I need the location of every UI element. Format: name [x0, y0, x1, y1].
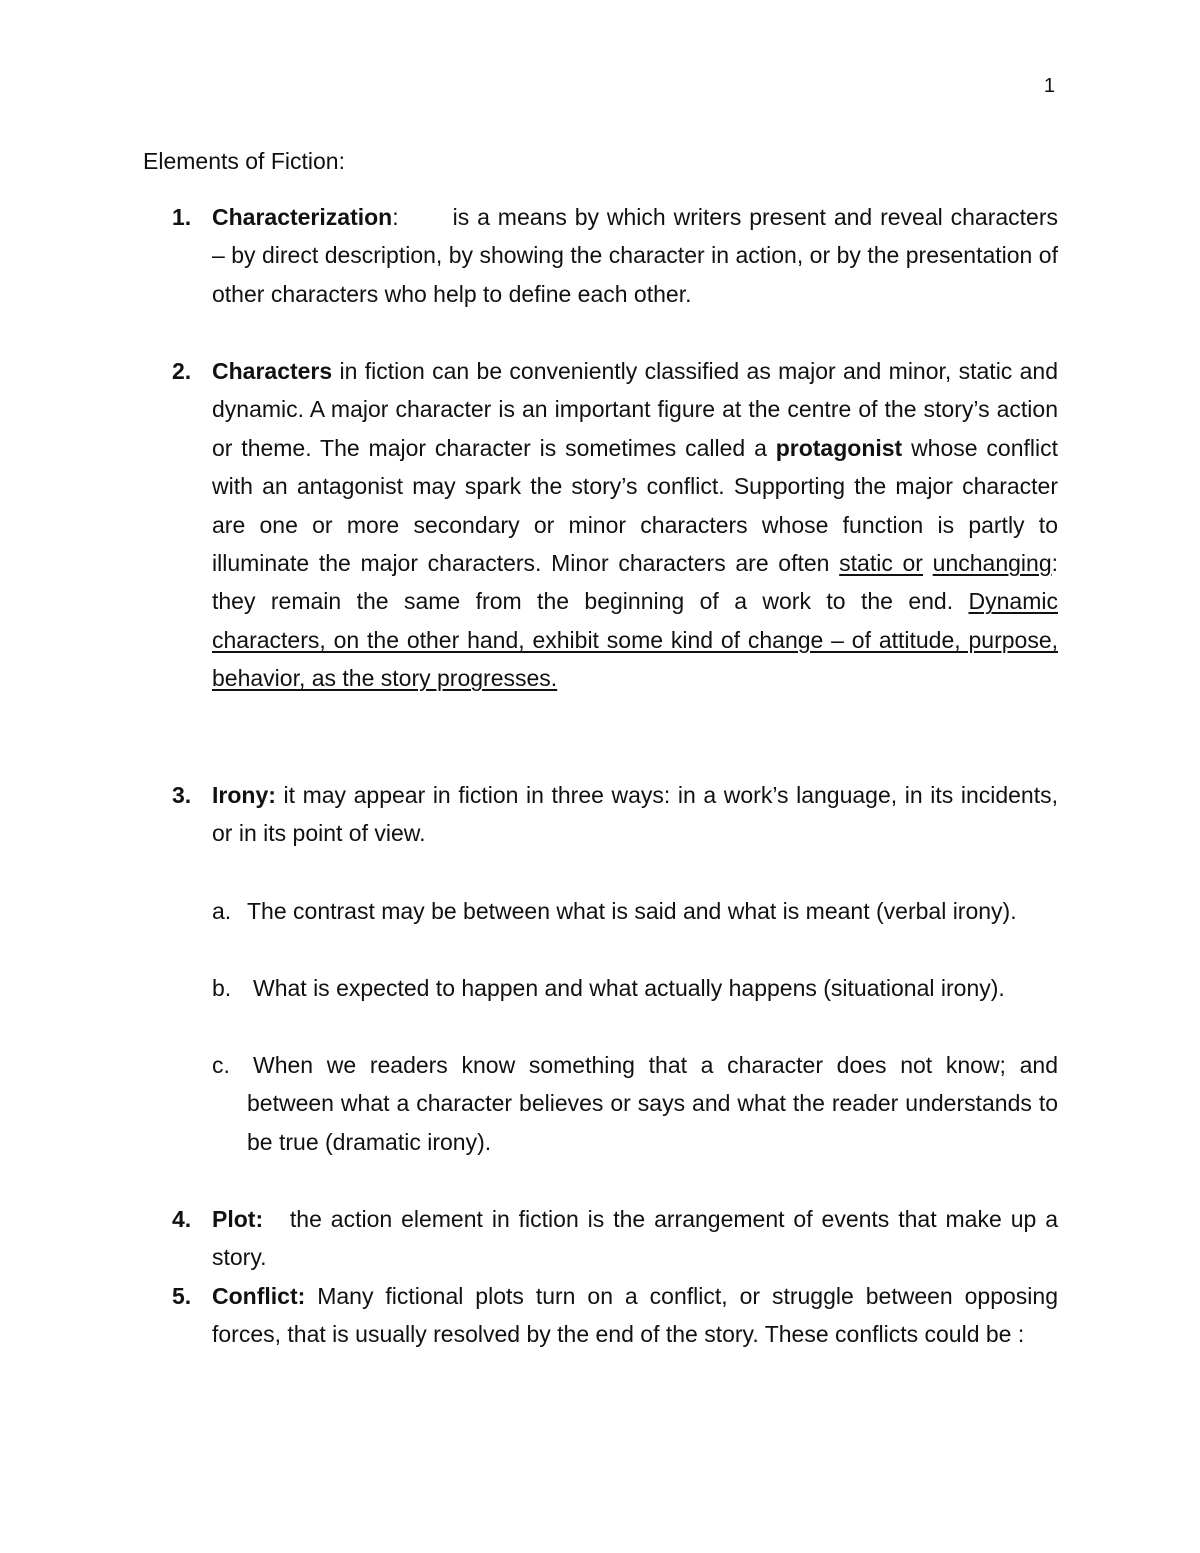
list-item-characterization [172, 198, 1058, 313]
sub-item-dramatic-irony [212, 1046, 1058, 1161]
item-number: 1. [172, 204, 192, 230]
list-item-conflict [172, 1277, 1058, 1354]
item-number: 5. [172, 1283, 192, 1309]
term-separator: : [392, 204, 399, 230]
document-title: Elements of Fiction: [143, 148, 345, 174]
underlined-static: static or [839, 550, 923, 577]
sub-item-text: When we readers know something that a character does not know; and between what a character believes or says and what the reader understands to be true (dramatic irony). [247, 1052, 1058, 1155]
underlined-unchanging: unchanging [932, 550, 1052, 577]
underlined-dynamic-characters: Dynamic characters, on the other hand, exhibit some kind of change – of attitude, purpose, behavior, as the story progresses. [212, 588, 1058, 692]
plot-text: the action element in fiction is the arrangement of events that make up a story. [212, 1206, 1065, 1271]
sub-item-letter: a. [212, 898, 232, 924]
page-number: 1 [1043, 75, 1055, 97]
conflict-text: Many fictional plots turn on a conflict, or struggle between opposing forces, that is usually resolved by the end of the story. These conflicts could be : [212, 1283, 1058, 1348]
item-number: 2. [172, 358, 192, 384]
term-characters: Characters [212, 358, 333, 384]
term-plot: Plot: [212, 1206, 264, 1232]
list-item-irony [172, 776, 1058, 853]
space [923, 550, 933, 576]
characters-text-3: : they remain the same from the beginning of a work to the end. [212, 550, 1059, 615]
term-protagonist: protagonist [775, 434, 903, 461]
sub-item-text: What is expected to happen and what actually happens (situational irony). [253, 975, 1005, 1001]
item-number: 3. [172, 782, 192, 808]
sub-item-letter: c. [212, 1052, 230, 1078]
term-conflict: Conflict: [212, 1283, 306, 1309]
list-item-characters [172, 352, 1059, 698]
characterization-definition: is a means by which writers present and reveal characters – by direct description, by showing the character in action, or by the presentation of other characters who help to define each other. [212, 204, 1058, 307]
sub-item-text: The contrast may be between what is said and what is meant (verbal irony). [247, 898, 1017, 924]
list-item-plot [172, 1200, 1065, 1277]
item-number: 4. [172, 1206, 192, 1232]
sub-item-letter: b. [212, 975, 232, 1001]
characters-text-1: in fiction can be conveniently classified as major and minor, static and dynamic. A major character is an important figure at the centre of the story’s action or theme. The major character is sometimes called a [212, 358, 1058, 461]
characters-text-2: whose conflict with an antagonist may spark the story’s conflict. Supporting the major character are one or more secondary or minor characters whose function is partly to illuminate the major characters. Minor characters are often [212, 434, 1058, 577]
term-characterization: Characterization [212, 204, 393, 230]
term-irony: Irony: [212, 782, 276, 808]
sub-item-situational-irony [212, 969, 1058, 1007]
irony-text: it may appear in fiction in three ways: in a work’s language, in its incidents, or in its point of view. [212, 782, 1058, 847]
sub-item-verbal-irony [212, 892, 1058, 930]
